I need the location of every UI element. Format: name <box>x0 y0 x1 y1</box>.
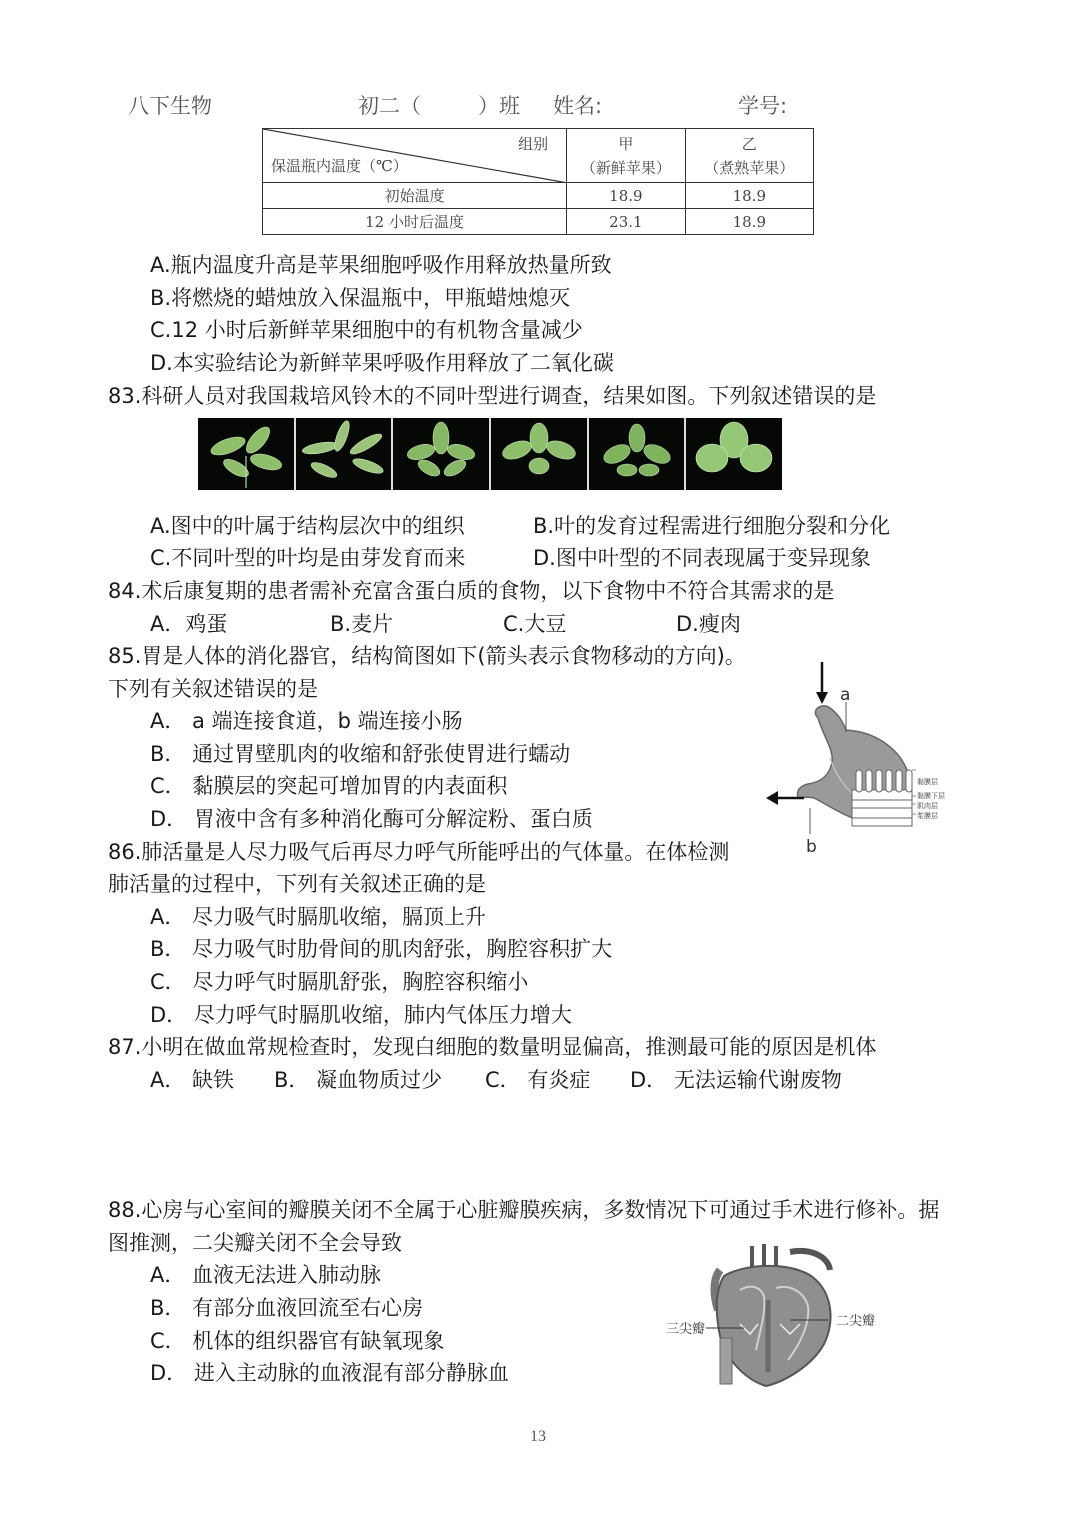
q85-option-c: C． 黏膜层的突起可增加胃的内表面积 <box>150 774 508 798</box>
col2-name: 乙 <box>741 134 757 153</box>
layer-label-muscle: 肌肉层 <box>917 802 938 810</box>
q88-option-c: C． 机体的组织器官有缺氧现象 <box>150 1329 445 1353</box>
stomach-diagram <box>760 658 960 858</box>
q84-stem: 84.术后康复期的患者需补充富含蛋白质的食物，以下食物中不符合其需求的是 <box>108 579 835 603</box>
student-id-label: 学号: <box>738 94 788 118</box>
q82-option-c: C.12 小时后新鲜苹果细胞中的有机物含量减少 <box>150 318 583 342</box>
q86-stem-line1: 86.肺活量是人尽力吸气后再尽力呼气所能呼出的气体量。在体检测 <box>108 840 730 864</box>
leaf-icon <box>393 418 489 490</box>
q84-option-a: A．鸡蛋 <box>150 612 228 636</box>
leaf-icon <box>589 418 685 490</box>
stomach-label-a: a <box>840 685 851 705</box>
leaf-icon <box>296 418 392 490</box>
q84-option-d: D.瘦肉 <box>676 612 741 636</box>
q88-stem-line1: 88.心房与心室间的瓣膜关闭不全属于心脏瓣膜疾病，多数情况下可通过手术进行修补。据 <box>108 1198 940 1222</box>
q85-option-b: B． 通过胃壁肌肉的收缩和舒张使胃进行蠕动 <box>150 742 571 766</box>
q85-stem-line1: 85.胃是人体的消化器官，结构简图如下(箭头表示食物移动的方向)。 <box>108 644 746 668</box>
q82-option-b: B.将燃烧的蜡烛放入保温瓶中，甲瓶蜡烛熄灭 <box>150 286 571 310</box>
q87-option-b: B． 凝血物质过少 <box>274 1068 443 1092</box>
q83-option-c: C.不同叶型的叶均是由芽发育而来 <box>150 546 466 570</box>
q82-option-d: D.本实验结论为新鲜苹果呼吸作用释放了二氧化碳 <box>150 351 614 375</box>
leaf-photo-1 <box>198 418 296 490</box>
leaf-photo-5 <box>589 418 687 490</box>
q86-stem-line2: 肺活量的过程中，下列有关叙述正确的是 <box>108 872 486 896</box>
q86-option-d: D． 尽力呼气时膈肌收缩，肺内气体压力增大 <box>150 1003 572 1027</box>
q83-option-b: B.叶的发育过程需进行细胞分裂和分化 <box>533 514 891 538</box>
q82-option-a: A.瓶内温度升高是苹果细胞呼吸作用释放热量所致 <box>150 253 612 277</box>
q88-stem-line2: 图推测，二尖瓣关闭不全会导致 <box>108 1231 402 1255</box>
q83-option-a: A.图中的叶属于结构层次中的组织 <box>150 514 465 538</box>
cell-value: 18.9 <box>567 183 685 209</box>
page-number: 13 <box>530 1428 546 1445</box>
q86-option-b: B． 尽力吸气时肋骨间的肌肉舒张，胸腔容积扩大 <box>150 937 613 961</box>
q87-option-c: C． 有炎症 <box>485 1068 591 1092</box>
table-row <box>263 183 814 209</box>
leaf-icon <box>491 418 587 490</box>
row-label: 12 小时后温度 <box>263 209 567 235</box>
column-header-jia <box>567 129 685 183</box>
corner-bottom-label: 保温瓶内温度（℃） <box>271 157 408 175</box>
class-suffix: ）班 <box>478 94 520 118</box>
q88-option-a: A． 血液无法进入肺动脉 <box>150 1263 382 1287</box>
cell-value: 23.1 <box>567 209 685 235</box>
q84-option-b: B.麦片 <box>330 612 394 636</box>
q87-option-d: D． 无法运输代谢废物 <box>630 1068 842 1092</box>
table-row <box>263 209 814 235</box>
cell-value: 18.9 <box>685 209 813 235</box>
q84-option-c: C.大豆 <box>503 612 567 636</box>
layer-label-submucosa: 黏膜下层 <box>917 792 945 800</box>
leaf-icon <box>686 418 782 490</box>
leaf-photo-4 <box>491 418 589 490</box>
q85-stem-line2: 下列有关叙述错误的是 <box>108 677 318 701</box>
q83-option-d: D.图中叶型的不同表现属于变异现象 <box>533 546 871 570</box>
q86-option-c: C． 尽力呼气时膈肌舒张，胸腔容积缩小 <box>150 970 529 994</box>
experiment-table <box>262 128 814 235</box>
col2-sub: （煮熟苹果） <box>704 158 795 177</box>
q87-stem: 87.小明在做血常规检查时，发现白细胞的数量明显偏高，推测最可能的原因是机体 <box>108 1035 877 1059</box>
leaf-photo-3 <box>393 418 491 490</box>
table-corner-cell <box>263 129 567 183</box>
leaf-photo-2 <box>296 418 394 490</box>
layer-label-serosa: 浆膜层 <box>917 812 938 820</box>
q88-option-d: D． 进入主动脉的血液混有部分静脉血 <box>150 1361 509 1385</box>
leaf-photo-6 <box>686 418 782 490</box>
leaf-icon <box>198 418 294 490</box>
tricuspid-valve-label: 三尖瓣 <box>666 1322 706 1337</box>
q85-option-d: D． 胃液中含有多种消化酶可分解淀粉、蛋白质 <box>150 807 593 831</box>
name-label: 姓名: <box>553 94 603 118</box>
class-prefix: 初二（ <box>358 94 421 118</box>
leaf-photo-strip <box>198 418 782 490</box>
col1-sub: （新鲜苹果） <box>580 158 671 177</box>
q83-stem: 83.科研人员对我国栽培风铃木的不同叶型进行调查，结果如图。下列叙述错误的是 <box>108 384 877 408</box>
column-header-yi <box>685 129 813 183</box>
subject-label: 八下生物 <box>128 94 212 118</box>
heart-diagram <box>660 1240 890 1390</box>
q86-option-a: A． 尽力吸气时膈肌收缩，膈顶上升 <box>150 905 487 929</box>
stomach-label-b: b <box>806 837 817 857</box>
col1-name: 甲 <box>618 134 634 153</box>
q87-option-a: A． 缺铁 <box>150 1068 235 1092</box>
corner-top-label: 组别 <box>518 135 549 153</box>
mitral-valve-label: 二尖瓣 <box>836 1314 876 1329</box>
cell-value: 18.9 <box>685 183 813 209</box>
q85-option-a: A． a 端连接食道，b 端连接小肠 <box>150 709 463 733</box>
row-label: 初始温度 <box>263 183 567 209</box>
q88-option-b: B． 有部分血液回流至右心房 <box>150 1296 424 1320</box>
layer-label-mucosa: 黏膜层 <box>917 778 938 786</box>
